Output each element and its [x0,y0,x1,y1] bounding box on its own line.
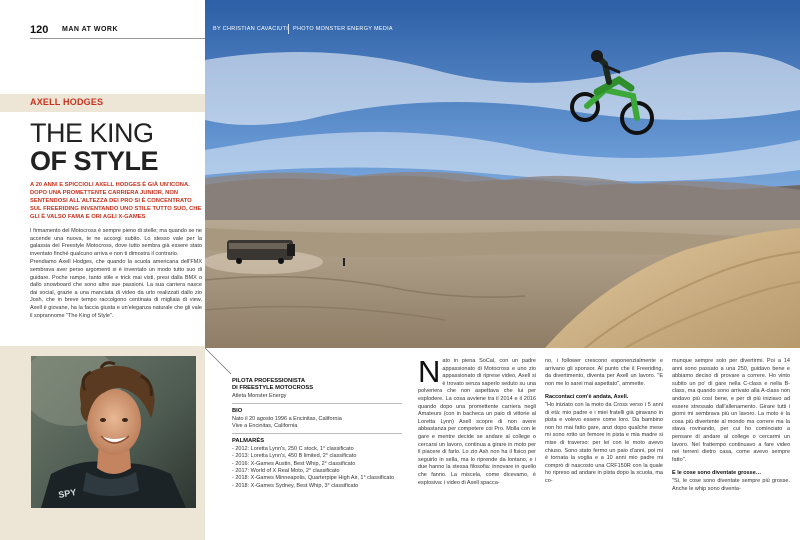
section-label: MAN AT WORK [62,26,119,33]
athlete-infobox [232,378,402,490]
body-column-1 [418,354,536,487]
palmares-item: - 2018: X-Games Sydney, Best Whip, 3° classificato [232,482,359,489]
body-column-2 [545,358,663,486]
column-3-text-2: "Sì, le cose sono diventate sempre più grosse. Anche le whip sono diventa- [672,477,790,492]
infobox-team: Atleta Monster Energy [232,392,287,399]
interview-question-2: E le cose sono diventate grosse… [672,470,762,477]
palmares-label: PALMARÈS [232,438,265,445]
palmares-item: - 2013: Loretta Lynn's, 450 B limited, 2° classificato [232,453,357,460]
bio-label: BIO [232,408,243,415]
infobox-rule-1 [232,403,402,404]
palmares-item: - 2018: X-Games Minneapolis, Quarterpipe High Air, 1° classificato [232,475,395,482]
callout-line [205,348,235,376]
credit-separator [288,24,289,34]
column-2-text-2: "Ho iniziato con la moto da Cross verso i 5 anni di età: mio padre e i miei fratelli già giravano in pista e volevo essere come loro. Da bambino non ho mai fatto gare, anzi dopo qualche mese mi sono rotto un femore in pista e mia madre si mise di traverso: per lei con le moto avevo chiuso. Sono stato fermo un paio d'anni, poi mi è tornata la voglia e a 10 anni mio padre mi comprò di nascosto una CRF150R con la quale ho ripreso ad andare in pista dopo la scuola, ma co- [545,401,663,484]
bio-line-1: Nato il 20 agosto 1996 a Encinitas, California [232,415,342,422]
svg-text:SPY: SPY [57,486,78,500]
photo-credit: PHOTO MONSTER ENERGY MEDIA [293,26,393,32]
page-number: 120 [30,24,49,36]
byline: BY CHRISTIAN CAVACIUTI [213,26,289,32]
column-3-text-1: munque sempre solo per divertirmi. Poi a 14 anni sono passato a una 250, guidavo bene e abbiamo deciso di provare a correre. Ho vinto subito un po' di gare nella C-class e nella B-class, ma quando sono arrivato alla A-class non andavo più così bene, e per di più iniziavo ad essere stressato dall'allenamento. Girare tutti i giorni mi sembrava più un lavoro. La moto è la cosa più divertente al mondo ma correre ma la stava rovinando, per cui ho cominciato a pensare di andare al college o cercarmi un lavoro. Nel frattempo continuavo a fare video nei terreni dietro casa, come avevo sempre fatto". [672,358,790,463]
portrait-photo [31,356,196,508]
infobox-rule-2 [232,433,402,434]
body-paragraph-1: I firmamento del Motocross è sempre pieno di stelle; ma quando se ne accende una nuova, te ne accorgi subito. Lo stesso vale per la galassia del Freestyle Motocross, dove tutto sembra già essere stato inventato finché qualcuno arriva e non ti dimostra il contrario. [30,228,202,257]
column-1-text: ato in piena SoCal, con un padre appassionato di Motocross e uno zio appassionato di riprese video, Axell si è trovato senza saperlo seduto su una polveriera che non aspettava che lui per esplodere. La cosa avviene tra il 2014 e il 2016 quando dopo una promettente carriera negli Amateurs (con in bacheca un paio di vittorie al Loretta Lynn) Axell scopre di non avere abbastanza per competere coi Pro. Molla con le gare e mentre decide se andare al college o cercarsi un lavoro, continua a girare in moto per il piacere di farlo. Lo zio Ash non ha il fisico per seguirlo in sella, ma lo riprende da lontano, e i due hanno la stessa filosofia: innovare in quello che fanno. La miscela, come dicevamo, è esplosiva: i video di Axell spacca- [418,358,536,486]
bio-line-2: Vive a Encinitas, California [232,423,298,430]
palmares-item: - 2012: Loretta Lynn's, 250 C stock, 1° classificato [232,445,354,452]
body-paragraph-2: Prendiamo Axell Hodges, che quando la scuola americana dell'FMX sembrava aver perso argomenti si è inventato un modo tutto suo di guidare. Poche rampe, tanto stile e trick mai visti, presi dalla BMX o dallo snowboard che sono altre sue passioni. La sua carriera nasce dai social, grazie a una manciata di video da urlo realizzati dallo zio Josh, che in breve tempo raccolgono centinaia di migliaia di view. Axell è giovane, ha la faccia giusta e un'eleganza naturale che gli vale il soprannome "The King of Style". [30,259,202,319]
left-body-text [30,228,202,321]
infobox-role-2: DI FREESTYLE MOTOCROSS [232,385,314,392]
body-column-3 [672,358,790,493]
interview-question-1: Raccontaci com'è andata, Axell. [545,394,629,401]
palmares-item: - 2016: X-Games Austin, Best Whip, 2° classificato [232,460,356,467]
drop-cap: N [418,354,441,389]
article-kicker: AXELL HODGES [30,97,104,107]
column-2-text-1: no, i follower crescono esponenzialmente e arrivano gli sponsor. Al punto che il Freeriding, da divertimento, diventa per Axell un lavoro. "E non me lo sarei mai aspettato", ammette. [545,358,663,387]
title-line-1: THE KING [30,118,154,148]
article-deck: A 20 ANNI E SPICCIOLI AXELL HODGES È GIÀ UN'ICONA. DOPO UNA PROMETTENTE CARRIERA JUNIOR, NON SENTENDOSI ALL'ALTEZZA DEI PRO SI È CONCENTRATO SUL FREERIDING INVENTANDO UNO STILE TUTTO SUO, CHE GLI È VALSO FAMA E ORI AGLI X-GAMES [30,182,202,220]
palmares-item: - 2017: World of X Real Moto, 2° classificato [232,468,340,475]
header-rule [30,38,205,39]
infobox-role-1: PILOTA PROFESSIONISTA [232,378,306,384]
hero-photo [205,0,800,348]
title-line-2: OF STYLE [30,146,159,176]
